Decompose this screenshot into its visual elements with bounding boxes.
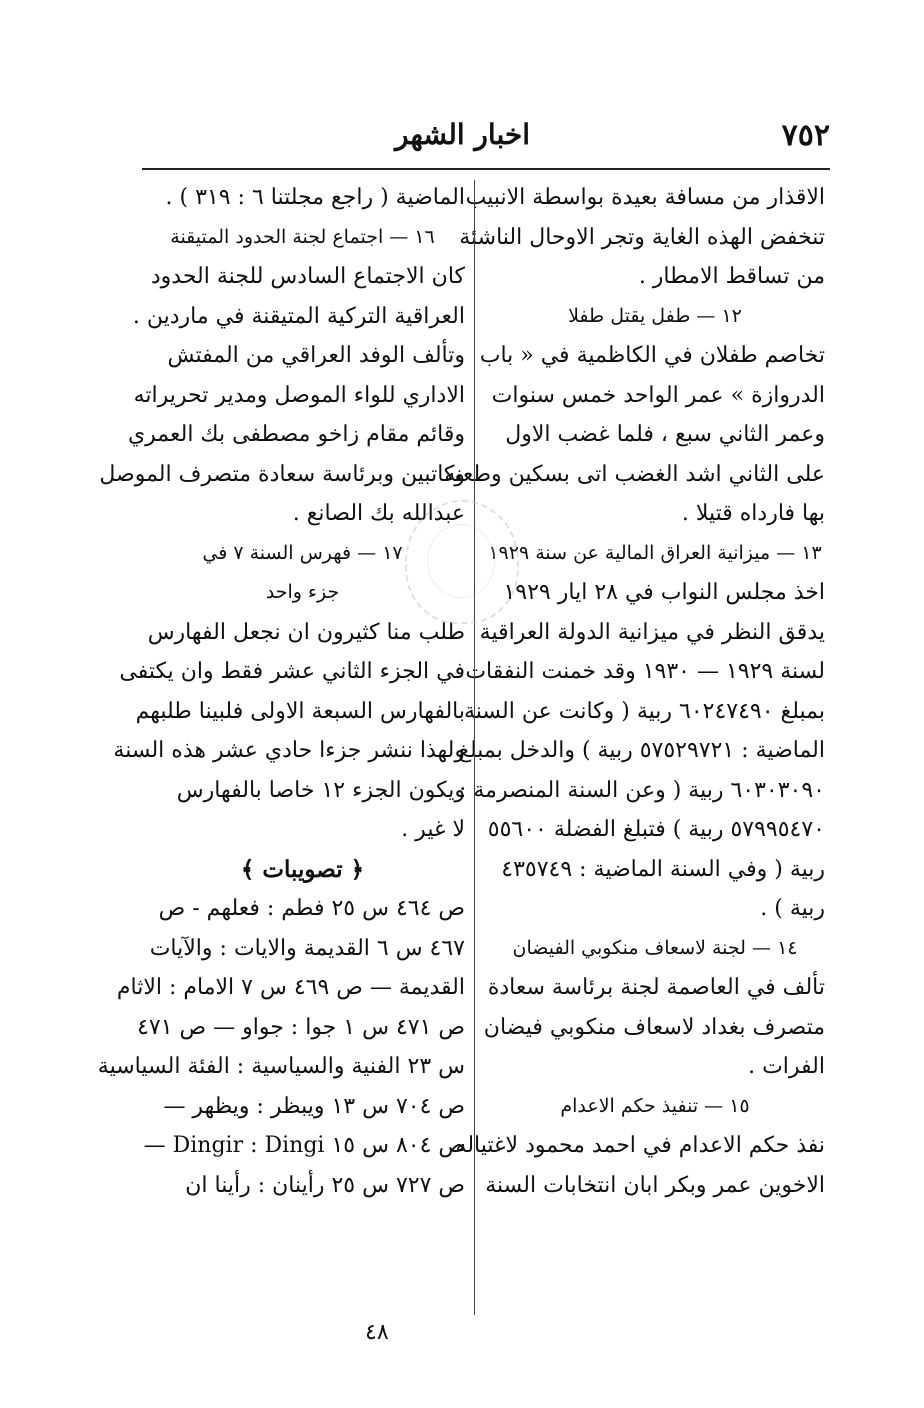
article-heading: ١٤ — لجنة لاسعاف منكوبي الفيضان	[512, 936, 798, 959]
article-heading: ١٥ — تنفيذ حكم الاعدام	[560, 1094, 750, 1117]
text-line: بالفهارس السبعة الاولى فلبينا طلبهم	[135, 698, 465, 724]
page-header	[140, 118, 830, 168]
section-title: ﴿ تصويبات ﴾	[240, 855, 365, 883]
text-line: وتألف الوفد العراقي من المفتش	[167, 343, 465, 368]
text-line: العراقية التركية المتيقنة في ماردين .	[132, 303, 465, 329]
right-column	[444, 178, 825, 1328]
left-column	[97, 178, 465, 1328]
column-divider	[474, 180, 475, 1315]
text-line: ص ٤٧١ س ١ جوا : جواو — ص ٤٧١	[137, 1014, 465, 1040]
text-line: ربية ( وفي السنة الماضية : ٤٣٥٧٤٩	[501, 856, 825, 882]
article-heading: ١٧ — فهرس السنة ٧ في	[202, 541, 403, 564]
text-line: يدقق النظر في ميزانية الدولة العراقية	[479, 619, 825, 645]
text-line: ص ٤٦٤ س ٢٥ فطم : فعلهم - ص	[158, 896, 465, 921]
text-line: وعمر الثاني سبع ، فلما غضب الاول	[505, 422, 825, 447]
text-line: ص ٧٢٧ س ٢٥ رأينان : رأينا ان	[185, 1172, 465, 1198]
text-line: عبدالله بك الصانع .	[292, 501, 465, 526]
article-heading: ١٦ — اجتماع لجنة الحدود المتيقنة	[170, 225, 435, 248]
text-line: لسنة ١٩٢٩ — ١٩٣٠ وقد خمنت النفقات	[465, 659, 825, 684]
text-line: وقائم مقام زاخو مصطفى بك العمري	[127, 422, 465, 447]
article-heading: ١٣ — ميزانية العراق المالية عن سنة ١٩٢٩	[488, 541, 822, 564]
text-line: ربية ) .	[760, 896, 825, 921]
article-heading: ١٢ — طفل يقتل طفلا	[568, 304, 742, 327]
text-line: على الثاني اشد الغضب اتى بسكين وطعنه	[444, 461, 825, 487]
text-line: الاخوين عمر وبكر ابان انتخابات السنة	[485, 1172, 825, 1198]
text-line: الماضية : ٥٧٥٢٩٧٢١ ربية ) والدخل بمبلغ	[458, 738, 825, 763]
text-line: متصرف بغداد لاسعاف منكوبي فيضان	[483, 1014, 825, 1040]
text-line: س ٢٣ الفنية والسياسية : الفئة السياسية	[97, 1054, 465, 1079]
text-line: لا غير .	[401, 817, 465, 842]
text-line: ٤٦٧ س ٦ القديمة والايات : والآيات	[149, 935, 465, 961]
text-line: تنخفض الهذه الغاية وتجر الاوحال الناشئة	[459, 224, 825, 250]
library-stamp	[405, 500, 519, 624]
header-rule	[142, 168, 830, 170]
text-line: ولهذا ننشر جزءا حادي عشر هذه السنة	[113, 738, 465, 763]
footer-signature-mark: ٤٨	[365, 1320, 389, 1345]
running-title: اخبار الشهر	[395, 118, 530, 151]
text-line: بها فارداه قتيلا .	[681, 501, 825, 526]
text-line: ٦٠٣٠٣٠٩٠ ربية ( وعن السنة المنصرمة :	[458, 777, 825, 803]
text-line: الاقذار من مسافة بعيدة بواسطة الانبيب	[465, 185, 825, 210]
text-line: نفذ حكم الاعدام في احمد محمود لاغتياله	[455, 1133, 825, 1158]
text-line: تخاصم طفلان في الكاظمية في « باب	[479, 343, 825, 368]
text-line: اخذ مجلس النواب في ٢٨ ايار ١٩٢٩	[503, 580, 825, 605]
text-line: وكاتبين وبرئاسة سعادة متصرف الموصل	[99, 461, 465, 487]
text-line: في الجزء الثاني عشر فقط وان يكتفى	[119, 659, 465, 684]
text-line: بمبلغ ٦٠٢٤٧٤٩٠ ربية ( وكانت عن السنة	[463, 698, 825, 724]
text-line: كان الاجتماع السادس للجنة الحدود	[150, 264, 465, 289]
text-line: من تساقط الامطار .	[638, 264, 825, 289]
text-line: ويكون الجزء ١٢ خاصا بالفهارس	[176, 777, 465, 803]
text-line: الاداري للواء الموصل ومدير تحريراته	[133, 382, 465, 408]
text-line: ٥٧٩٩٥٤٧٠ ربية ) فتبلغ الفضلة ٥٥٦٠٠	[487, 817, 825, 842]
text-line: الفرات .	[748, 1054, 825, 1079]
text-line: ص ٨٠٤ س ١٥ Dingir : Dingi —	[143, 1133, 465, 1158]
text-line: الدروازة » عمر الواحد خمس سنوات	[491, 382, 825, 408]
text-line: القديمة — ص ٤٦٩ س ٧ الامام : الاثام	[116, 975, 465, 1000]
text-line: تألف في العاصمة لجنة برئاسة سعادة	[487, 975, 825, 1000]
article-heading: جزء واحد	[265, 581, 340, 603]
page-number: ٧٥٢	[781, 118, 830, 153]
text-line: الماضية ( راجع مجلتنا ٦ : ٣١٩ ) .	[165, 185, 465, 210]
text-line: ص ٧٠٤ س ١٣ ويبظر : ويظهر —	[163, 1093, 465, 1119]
text-line: طلب منا كثيرون ان نجعل الفهارس	[147, 619, 465, 645]
